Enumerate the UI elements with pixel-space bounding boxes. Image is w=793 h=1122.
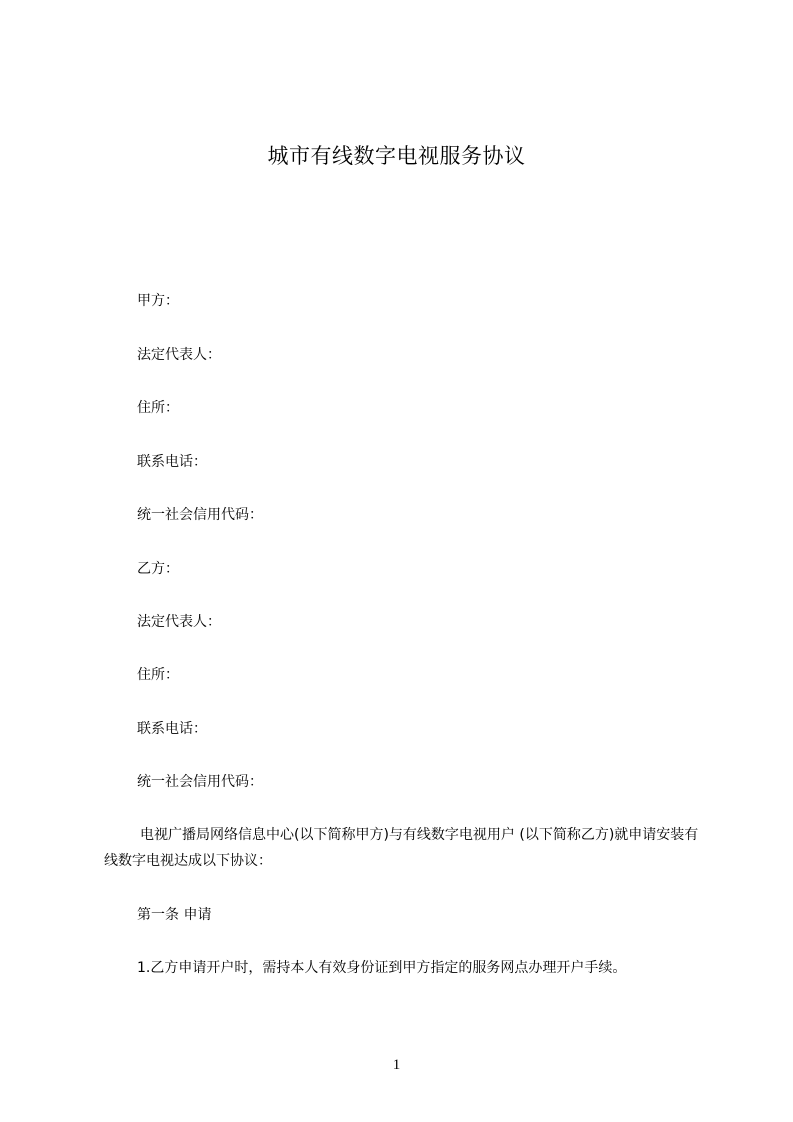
party-b-legal-rep: 法定代表人： <box>137 614 221 630</box>
party-b-label: 乙方： <box>137 561 179 577</box>
document-title: 城市有线数字电视服务协议 <box>267 144 526 168</box>
page-number: 1 <box>392 1057 401 1073</box>
party-b-credit-code: 统一社会信用代码： <box>137 774 263 790</box>
article-1-heading: 第一条 申请 <box>137 907 212 923</box>
party-b-address: 住所： <box>137 667 179 683</box>
intro-text: 电视广播局网络信息中心(以下简称甲方)与有线数字电视用户 (以下简称乙方)就申请安装有线数字电视达成以下协议： <box>104 827 699 869</box>
party-a-phone: 联系电话： <box>137 454 207 470</box>
article-1-clause-1: 1.乙方申请开户时，需持本人有效身份证到甲方指定的服务网点办理开户手续。 <box>137 960 627 976</box>
party-a-address: 住所： <box>137 400 179 416</box>
party-a-legal-rep: 法定代表人： <box>137 347 221 363</box>
party-a-label: 甲方： <box>137 293 179 309</box>
party-a-credit-code: 统一社会信用代码： <box>137 507 263 523</box>
party-b-phone: 联系电话： <box>137 721 207 737</box>
intro-paragraph <box>104 822 704 874</box>
